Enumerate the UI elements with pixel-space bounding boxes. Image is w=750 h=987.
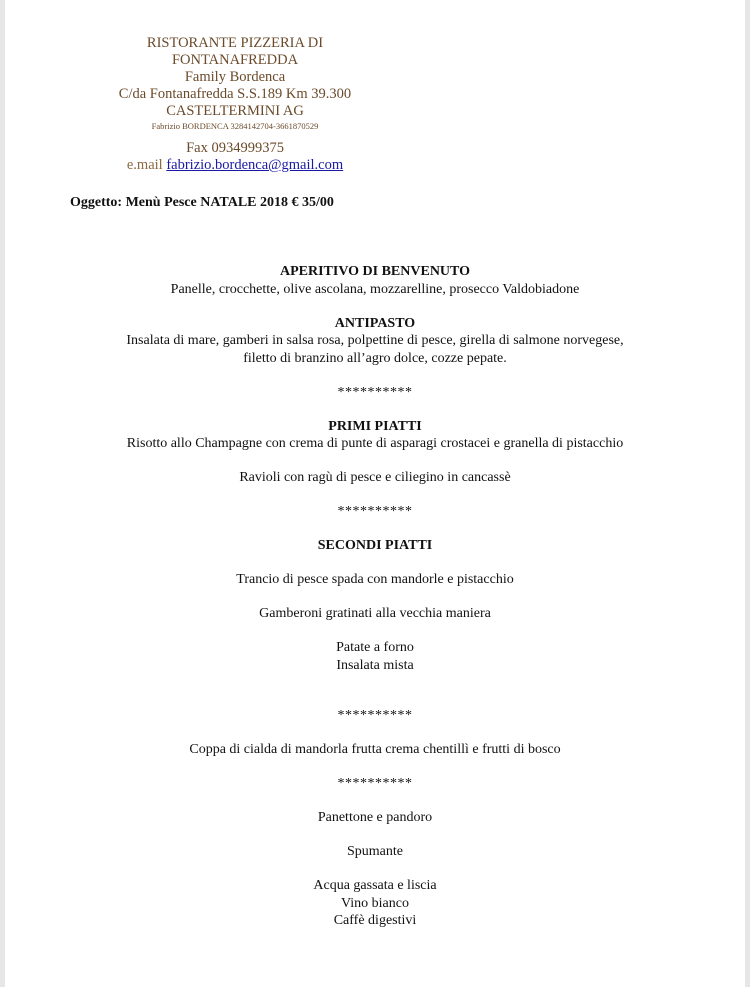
separator: ********** xyxy=(337,776,413,791)
separator: ********** xyxy=(337,504,413,519)
contorno-item: Patate a forno xyxy=(336,640,414,655)
family-name: Family Bordenca xyxy=(184,69,286,85)
section-title-primi: PRIMI PIATTI xyxy=(328,418,422,434)
section-title-secondi: SECONDI PIATTI xyxy=(317,538,433,553)
section-title-antipasto: ANTIPASTO xyxy=(334,315,416,331)
section-title-aperitivo: APERITIVO DI BENVENUTO xyxy=(279,264,471,279)
drink-item: Vino bianco xyxy=(341,895,409,911)
restaurant-name-line1: RISTORANTE PIZZERIA DI xyxy=(146,35,324,51)
spumante-item: Spumante xyxy=(347,844,403,859)
dessert-item: Coppa di cialda di mandorla frutta crema chentillì e frutti di bosco xyxy=(189,742,561,757)
antipasto-line2: filetto di branzino all’agro dolce, cozze pepate. xyxy=(243,350,507,366)
antipasto-line1: Insalata di mare, gamberi in salsa rosa, polpettine di pesce, girella di salmone norvegese, xyxy=(126,333,624,348)
contorno-item: Insalata mista xyxy=(336,657,414,673)
email-label: e.mail xyxy=(126,157,163,173)
secondi-item: Trancio di pesce spada con mandorle e pistacchio xyxy=(236,572,514,587)
drink-item: Caffè digestivi xyxy=(333,913,417,928)
drink-item: Acqua gassata e liscia xyxy=(313,878,437,893)
fax: Fax 0934999375 xyxy=(186,140,284,156)
address: C/da Fontanafredda S.S.189 Km 39.300 xyxy=(118,86,352,102)
panettone-item: Panettone e pandoro xyxy=(317,810,433,825)
restaurant-name-line2: FONTANAFREDDA xyxy=(171,52,299,68)
separator: ********** xyxy=(337,708,413,723)
email-line xyxy=(75,157,395,174)
email-link[interactable]: fabrizio.bordenca@gmail.com xyxy=(166,157,344,173)
contact-phones: Fabrizio BORDENCA 3284142704-3661870529 xyxy=(151,121,319,131)
primi-item: Ravioli con ragù di pesce e ciliegino in cancassè xyxy=(239,470,511,485)
secondi-item: Gamberoni gratinati alla vecchia maniera xyxy=(259,606,491,621)
letterhead xyxy=(75,35,395,174)
primi-item: Risotto allo Champagne con crema di punte di asparagi crostacei e granella di pistacchio xyxy=(126,436,624,451)
separator: ********** xyxy=(337,384,413,400)
city: CASTELTERMINI AG xyxy=(166,103,304,119)
subject-line: Oggetto: Menù Pesce NATALE 2018 € 35/00 xyxy=(70,195,334,210)
aperitivo-items: Panelle, crocchette, olive ascolana, mozzarelline, prosecco Valdobiadone xyxy=(170,281,580,297)
menu xyxy=(0,263,750,930)
